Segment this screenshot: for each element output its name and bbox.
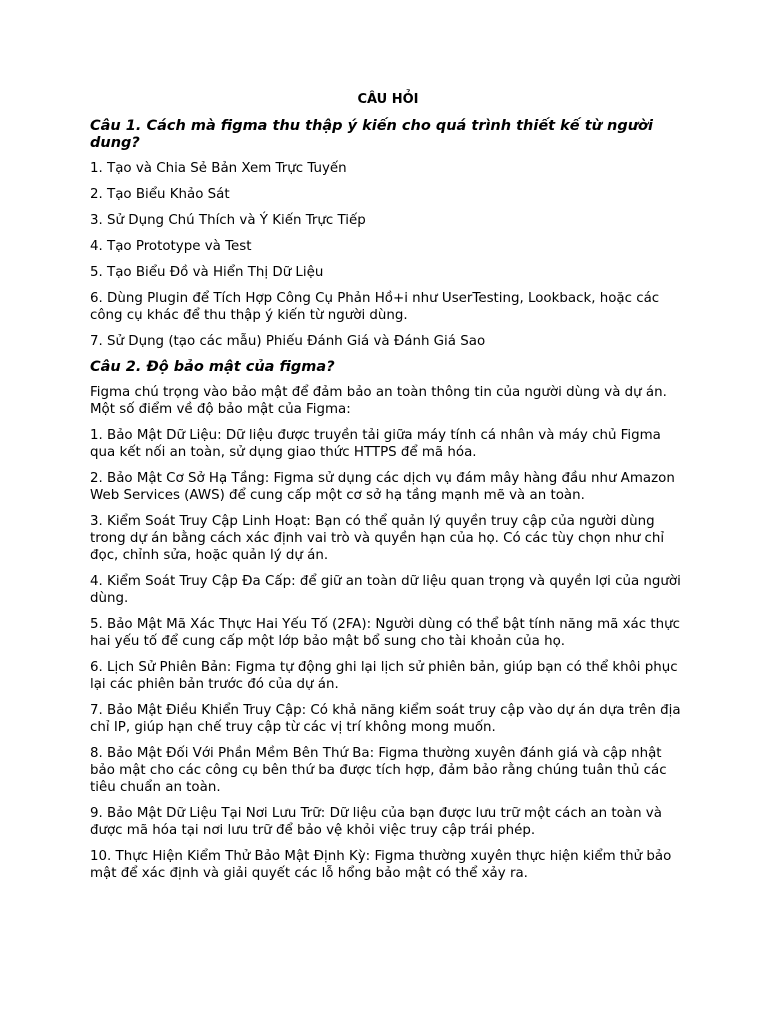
q1-item-6: 6. Dùng Plugin để Tích Hợp Công Cụ Phản Hồ+i như UserTesting, Lookback, hoặc các công cụ khác để thu thập ý kiến từ người dùng.	[90, 291, 660, 323]
q2-item-5: 5. Bảo Mật Mã Xác Thực Hai Yếu Tố (2FA): Người dùng có thể bật tính năng mã xác thực hai yếu tố để cung cấp một lớp bảo mật bổ sung cho tài khoản của họ.	[90, 617, 680, 649]
q2-item-2: 2. Bảo Mật Cơ Sở Hạ Tầng: Figma sử dụng các dịch vụ đám mây hàng đầu như Amazon Web Services (AWS) để cung cấp một cơ sở hạ tầng mạnh mẽ và an toàn.	[90, 471, 675, 503]
q2-item-6: 6. Lịch Sử Phiên Bản: Figma tự động ghi lại lịch sử phiên bản, giúp bạn có thể khôi phục lại các phiên bản trước đó của dự án.	[90, 660, 678, 692]
q2-item-1: 1. Bảo Mật Dữ Liệu: Dữ liệu được truyền tải giữa máy tính cá nhân và máy chủ Figma qua kết nối an toàn, sử dụng giao thức HTTPS để mã hóa.	[90, 428, 661, 460]
q2-intro: Figma chú trọng vào bảo mật để đảm bảo an toàn thông tin của người dùng và dự án. Một số điểm về độ bảo mật của Figma:	[90, 385, 667, 417]
q2-item-10: 10. Thực Hiện Kiểm Thử Bảo Mật Định Kỳ: Figma thường xuyên thực hiện kiểm thử bảo mật để xác định và giải quyết các lỗ hổng bảo mật có thể xảy ra.	[90, 849, 672, 881]
q2-item-7: 7. Bảo Mật Điều Khiển Truy Cập: Có khả năng kiểm soát truy cập vào dự án dựa trên địa chỉ IP, giúp hạn chế truy cập từ các vị trí không mong muốn.	[90, 703, 681, 735]
q1-item-4: 4. Tạo Prototype và Test	[90, 239, 252, 254]
question-1-heading: Câu 1. Cách mà figma thu thập ý kiến cho quá trình thiết kế từ người dung?	[90, 118, 653, 151]
q1-item-2: 2. Tạo Biểu Khảo Sát	[90, 187, 230, 202]
q2-item-8: 8. Bảo Mật Đối Với Phần Mềm Bên Thứ Ba: Figma thường xuyên đánh giá và cập nhật bảo mật cho các công cụ bên thứ ba được tích hợp, đảm bảo rằng chúng tuân thủ các tiêu chuẩn an toàn.	[90, 746, 667, 795]
q2-item-4: 4. Kiểm Soát Truy Cập Đa Cấp: để giữ an toàn dữ liệu quan trọng và quyền lợi của người dùng.	[90, 574, 681, 606]
q1-item-1: 1. Tạo và Chia Sẻ Bản Xem Trực Tuyến	[90, 161, 347, 176]
q2-item-3: 3. Kiểm Soát Truy Cập Linh Hoạt: Bạn có thể quản lý quyền truy cập của người dùng trong dự án bằng cách xác định vai trò và quyền hạn của họ. Có các tùy chọn như chỉ đọc, chỉnh sửa, hoặc quản lý dự án.	[90, 514, 665, 563]
document-title: CÂU HỎI	[357, 92, 419, 107]
q1-item-5: 5. Tạo Biểu Đồ và Hiển Thị Dữ Liệu	[90, 265, 324, 280]
question-2-heading: Câu 2. Độ bảo mật của figma?	[90, 359, 335, 375]
q1-item-7: 7. Sử Dụng (tạo các mẫu) Phiếu Đánh Giá và Đánh Giá Sao	[90, 334, 486, 349]
q1-item-3: 3. Sử Dụng Chú Thích và Ý Kiến Trực Tiếp	[90, 213, 366, 228]
q2-item-9: 9. Bảo Mật Dữ Liệu Tại Nơi Lưu Trữ: Dữ liệu của bạn được lưu trữ một cách an toàn và được mã hóa tại nơi lưu trữ để bảo vệ khỏi việc truy cập trái phép.	[90, 806, 662, 838]
